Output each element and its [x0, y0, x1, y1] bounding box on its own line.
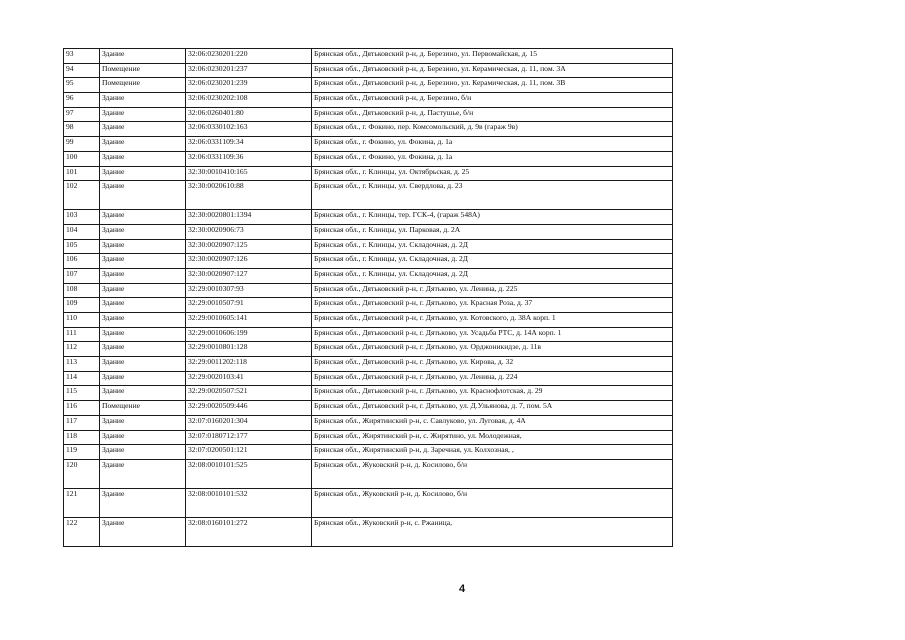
table-row [64, 357, 673, 372]
table-row [64, 224, 673, 239]
address-cell: Брянская обл., г. Фокино, пер. Комсомольский, д. 9в (гараж 9в) [312, 122, 673, 137]
row-number-cell: 115 [64, 386, 100, 401]
row-number-cell: 121 [64, 488, 100, 517]
address-cell: Брянская обл., Жирятинский р-н, с. Жирятино, ул. Молодежная, [312, 430, 673, 445]
object-type-cell: Здание [100, 254, 186, 269]
address-cell: Брянская обл., Жуковский р-н, с. Ржаница, [312, 517, 673, 546]
row-number-cell: 102 [64, 181, 100, 210]
table-row [64, 459, 673, 488]
cadastral-number-cell: 32:29:0020507:521 [186, 386, 312, 401]
row-number-cell: 103 [64, 210, 100, 225]
object-type-cell: Здание [100, 386, 186, 401]
table-row [64, 488, 673, 517]
object-type-cell: Здание [100, 224, 186, 239]
object-type-cell: Здание [100, 298, 186, 313]
object-type-cell: Здание [100, 210, 186, 225]
cadastral-number-cell: 32:29:0011202:118 [186, 357, 312, 372]
object-type-cell: Здание [100, 517, 186, 546]
cadastral-number-cell: 32:06:0230201:239 [186, 78, 312, 93]
table-row [64, 517, 673, 546]
address-cell: Брянская обл., Жуковский р-н, д. Косилово, б/н [312, 488, 673, 517]
cadastral-number-cell: 32:29:0010307:93 [186, 283, 312, 298]
cadastral-number-cell: 32:30:0020801:1394 [186, 210, 312, 225]
object-type-cell: Здание [100, 371, 186, 386]
address-cell: Брянская обл., г. Клинцы, ул. Складочная, д. 2Д [312, 254, 673, 269]
cadastral-number-cell: 32:30:0010410:165 [186, 166, 312, 181]
row-number-cell: 110 [64, 313, 100, 328]
cadastral-number-cell: 32:06:0260401:80 [186, 107, 312, 122]
page-number: 4 [459, 583, 466, 595]
row-number-cell: 119 [64, 445, 100, 460]
table-row [64, 283, 673, 298]
cadastral-number-cell: 32:06:0330102:163 [186, 122, 312, 137]
table-row [64, 63, 673, 78]
cadastral-number-cell: 32:06:0331109:36 [186, 151, 312, 166]
address-cell: Брянская обл., Жирятинский р-н, с. Савлуково, ул. Луговая, д. 4А [312, 415, 673, 430]
cadastral-number-cell: 32:07:0160201:304 [186, 415, 312, 430]
address-cell: Брянская обл., Дятьковский р-н, г. Дятьково, ул. Кирова, д. 32 [312, 357, 673, 372]
address-cell: Брянская обл., Дятьковский р-н, г. Дятьково, ул. Красная Роза, д. 37 [312, 298, 673, 313]
row-number-cell: 96 [64, 93, 100, 108]
table-row [64, 210, 673, 225]
cadastral-number-cell: 32:06:0230202:108 [186, 93, 312, 108]
address-cell: Брянская обл., Дятьковский р-н, д. Пастушье, б/н [312, 107, 673, 122]
table-row [64, 166, 673, 181]
row-number-cell: 122 [64, 517, 100, 546]
address-cell: Брянская обл., Дятьковский р-н, г. Дятьково, ул. Котовского, д. 38А корп. 1 [312, 313, 673, 328]
row-number-cell: 114 [64, 371, 100, 386]
object-type-cell: Здание [100, 357, 186, 372]
table-row [64, 122, 673, 137]
cadastral-number-cell: 32:29:0010801:128 [186, 342, 312, 357]
row-number-cell: 112 [64, 342, 100, 357]
object-type-cell: Здание [100, 166, 186, 181]
cadastral-number-cell: 32:30:0020906:73 [186, 224, 312, 239]
object-type-cell: Здание [100, 488, 186, 517]
table-row [64, 371, 673, 386]
table-row [64, 181, 673, 210]
object-type-cell: Здание [100, 151, 186, 166]
cadastral-number-cell: 32:30:0020907:126 [186, 254, 312, 269]
address-cell: Брянская обл., г. Клинцы, ул. Складочная, д. 2Д [312, 268, 673, 283]
property-table [63, 48, 673, 547]
object-type-cell: Здание [100, 239, 186, 254]
object-type-cell: Здание [100, 430, 186, 445]
address-cell: Брянская обл., Дятьковский р-н, д. Березино, б/н [312, 93, 673, 108]
row-number-cell: 113 [64, 357, 100, 372]
address-cell: Брянская обл., г. Фокино, ул. Фокина, д. 1а [312, 137, 673, 152]
object-type-cell: Здание [100, 122, 186, 137]
table-row [64, 342, 673, 357]
object-type-cell: Здание [100, 283, 186, 298]
cadastral-number-cell: 32:30:0020610:88 [186, 181, 312, 210]
address-cell: Брянская обл., Дятьковский р-н, д. Березино, ул. Керамическая, д. 11, пом. 3А [312, 63, 673, 78]
cadastral-number-cell: 32:06:0230201:220 [186, 49, 312, 64]
row-number-cell: 120 [64, 459, 100, 488]
row-number-cell: 109 [64, 298, 100, 313]
object-type-cell: Здание [100, 268, 186, 283]
object-type-cell: Здание [100, 93, 186, 108]
object-type-cell: Помещение [100, 401, 186, 416]
table-row [64, 445, 673, 460]
cadastral-number-cell: 32:08:0010101:525 [186, 459, 312, 488]
row-number-cell: 116 [64, 401, 100, 416]
object-type-cell: Здание [100, 415, 186, 430]
object-type-cell: Здание [100, 342, 186, 357]
object-type-cell: Здание [100, 137, 186, 152]
cadastral-number-cell: 32:29:0020103:41 [186, 371, 312, 386]
table-row [64, 137, 673, 152]
table-row [64, 49, 673, 64]
table-row [64, 313, 673, 328]
table-row [64, 430, 673, 445]
row-number-cell: 93 [64, 49, 100, 64]
address-cell: Брянская обл., г. Клинцы, ул. Складочная, д. 2Д [312, 239, 673, 254]
table-body [64, 49, 673, 547]
object-type-cell: Здание [100, 445, 186, 460]
row-number-cell: 108 [64, 283, 100, 298]
table-row [64, 93, 673, 108]
address-cell: Брянская обл., г. Клинцы, ул. Свердлова, д. 23 [312, 181, 673, 210]
address-cell: Брянская обл., Дятьковский р-н, г. Дятьково, ул. Усадьба РТС, д. 14А корп. 1 [312, 327, 673, 342]
object-type-cell: Помещение [100, 63, 186, 78]
object-type-cell: Помещение [100, 78, 186, 93]
table-row [64, 78, 673, 93]
address-cell: Брянская обл., Дятьковский р-н, г. Дятьково, ул. Ленина, д. 225 [312, 283, 673, 298]
address-cell: Брянская обл., г. Клинцы, ул. Парковая, д. 2А [312, 224, 673, 239]
address-cell: Брянская обл., Жуковский р-н, д. Косилово, б/н [312, 459, 673, 488]
row-number-cell: 94 [64, 63, 100, 78]
row-number-cell: 99 [64, 137, 100, 152]
cadastral-number-cell: 32:30:0020907:127 [186, 268, 312, 283]
cadastral-number-cell: 32:29:0020509:446 [186, 401, 312, 416]
address-cell: Брянская обл., Дятьковский р-н, д. Березино, ул. Керамическая, д. 11, пом. 3В [312, 78, 673, 93]
table-row [64, 415, 673, 430]
object-type-cell: Здание [100, 181, 186, 210]
row-number-cell: 118 [64, 430, 100, 445]
cadastral-number-cell: 32:06:0230201:237 [186, 63, 312, 78]
cadastral-number-cell: 32:06:0331109:34 [186, 137, 312, 152]
cadastral-number-cell: 32:07:0200501:121 [186, 445, 312, 460]
row-number-cell: 106 [64, 254, 100, 269]
table-row [64, 298, 673, 313]
object-type-cell: Здание [100, 49, 186, 64]
address-cell: Брянская обл., Дятьковский р-н, г. Дятьково, ул. Орджоникидзе, д. 11в [312, 342, 673, 357]
object-type-cell: Здание [100, 459, 186, 488]
cadastral-number-cell: 32:07:0180712:177 [186, 430, 312, 445]
table-row [64, 151, 673, 166]
cadastral-number-cell: 32:08:0010101:532 [186, 488, 312, 517]
address-cell: Брянская обл., г. Фокино, ул. Фокина, д. 1а [312, 151, 673, 166]
row-number-cell: 111 [64, 327, 100, 342]
address-cell: Брянская обл., Дятьковский р-н, г. Дятьково, ул. Ленина, д. 224 [312, 371, 673, 386]
row-number-cell: 97 [64, 107, 100, 122]
object-type-cell: Здание [100, 313, 186, 328]
cadastral-number-cell: 32:29:0010606:199 [186, 327, 312, 342]
address-cell: Брянская обл., г. Клинцы, ул. Октябрьская, д. 25 [312, 166, 673, 181]
object-type-cell: Здание [100, 327, 186, 342]
row-number-cell: 107 [64, 268, 100, 283]
table-row [64, 107, 673, 122]
address-cell: Брянская обл., Дятьковский р-н, д. Березино, ул. Первомайская, д. 15 [312, 49, 673, 64]
object-type-cell: Здание [100, 107, 186, 122]
table-row [64, 327, 673, 342]
address-cell: Брянская обл., г. Клинцы, тер. ГСК-4, (гараж 548А) [312, 210, 673, 225]
table-row [64, 254, 673, 269]
row-number-cell: 105 [64, 239, 100, 254]
address-cell: Брянская обл., Дятьковский р-н, г. Дятьково, ул. Д.Ульянова, д. 7, пом. 5А [312, 401, 673, 416]
cadastral-number-cell: 32:08:0160101:272 [186, 517, 312, 546]
cadastral-number-cell: 32:29:0010605:141 [186, 313, 312, 328]
cadastral-number-cell: 32:30:0020907:125 [186, 239, 312, 254]
row-number-cell: 104 [64, 224, 100, 239]
row-number-cell: 117 [64, 415, 100, 430]
cadastral-number-cell: 32:29:0010507:91 [186, 298, 312, 313]
address-cell: Брянская обл., Дятьковский р-н, г. Дятьково, ул. Краснофлотская, д. 29 [312, 386, 673, 401]
row-number-cell: 101 [64, 166, 100, 181]
address-cell: Брянская обл., Жирятинский р-н, д. Заречная, ул. Колхозная, , [312, 445, 673, 460]
table-row [64, 386, 673, 401]
table-row [64, 268, 673, 283]
row-number-cell: 95 [64, 78, 100, 93]
table-row [64, 239, 673, 254]
table-row [64, 401, 673, 416]
row-number-cell: 100 [64, 151, 100, 166]
row-number-cell: 98 [64, 122, 100, 137]
